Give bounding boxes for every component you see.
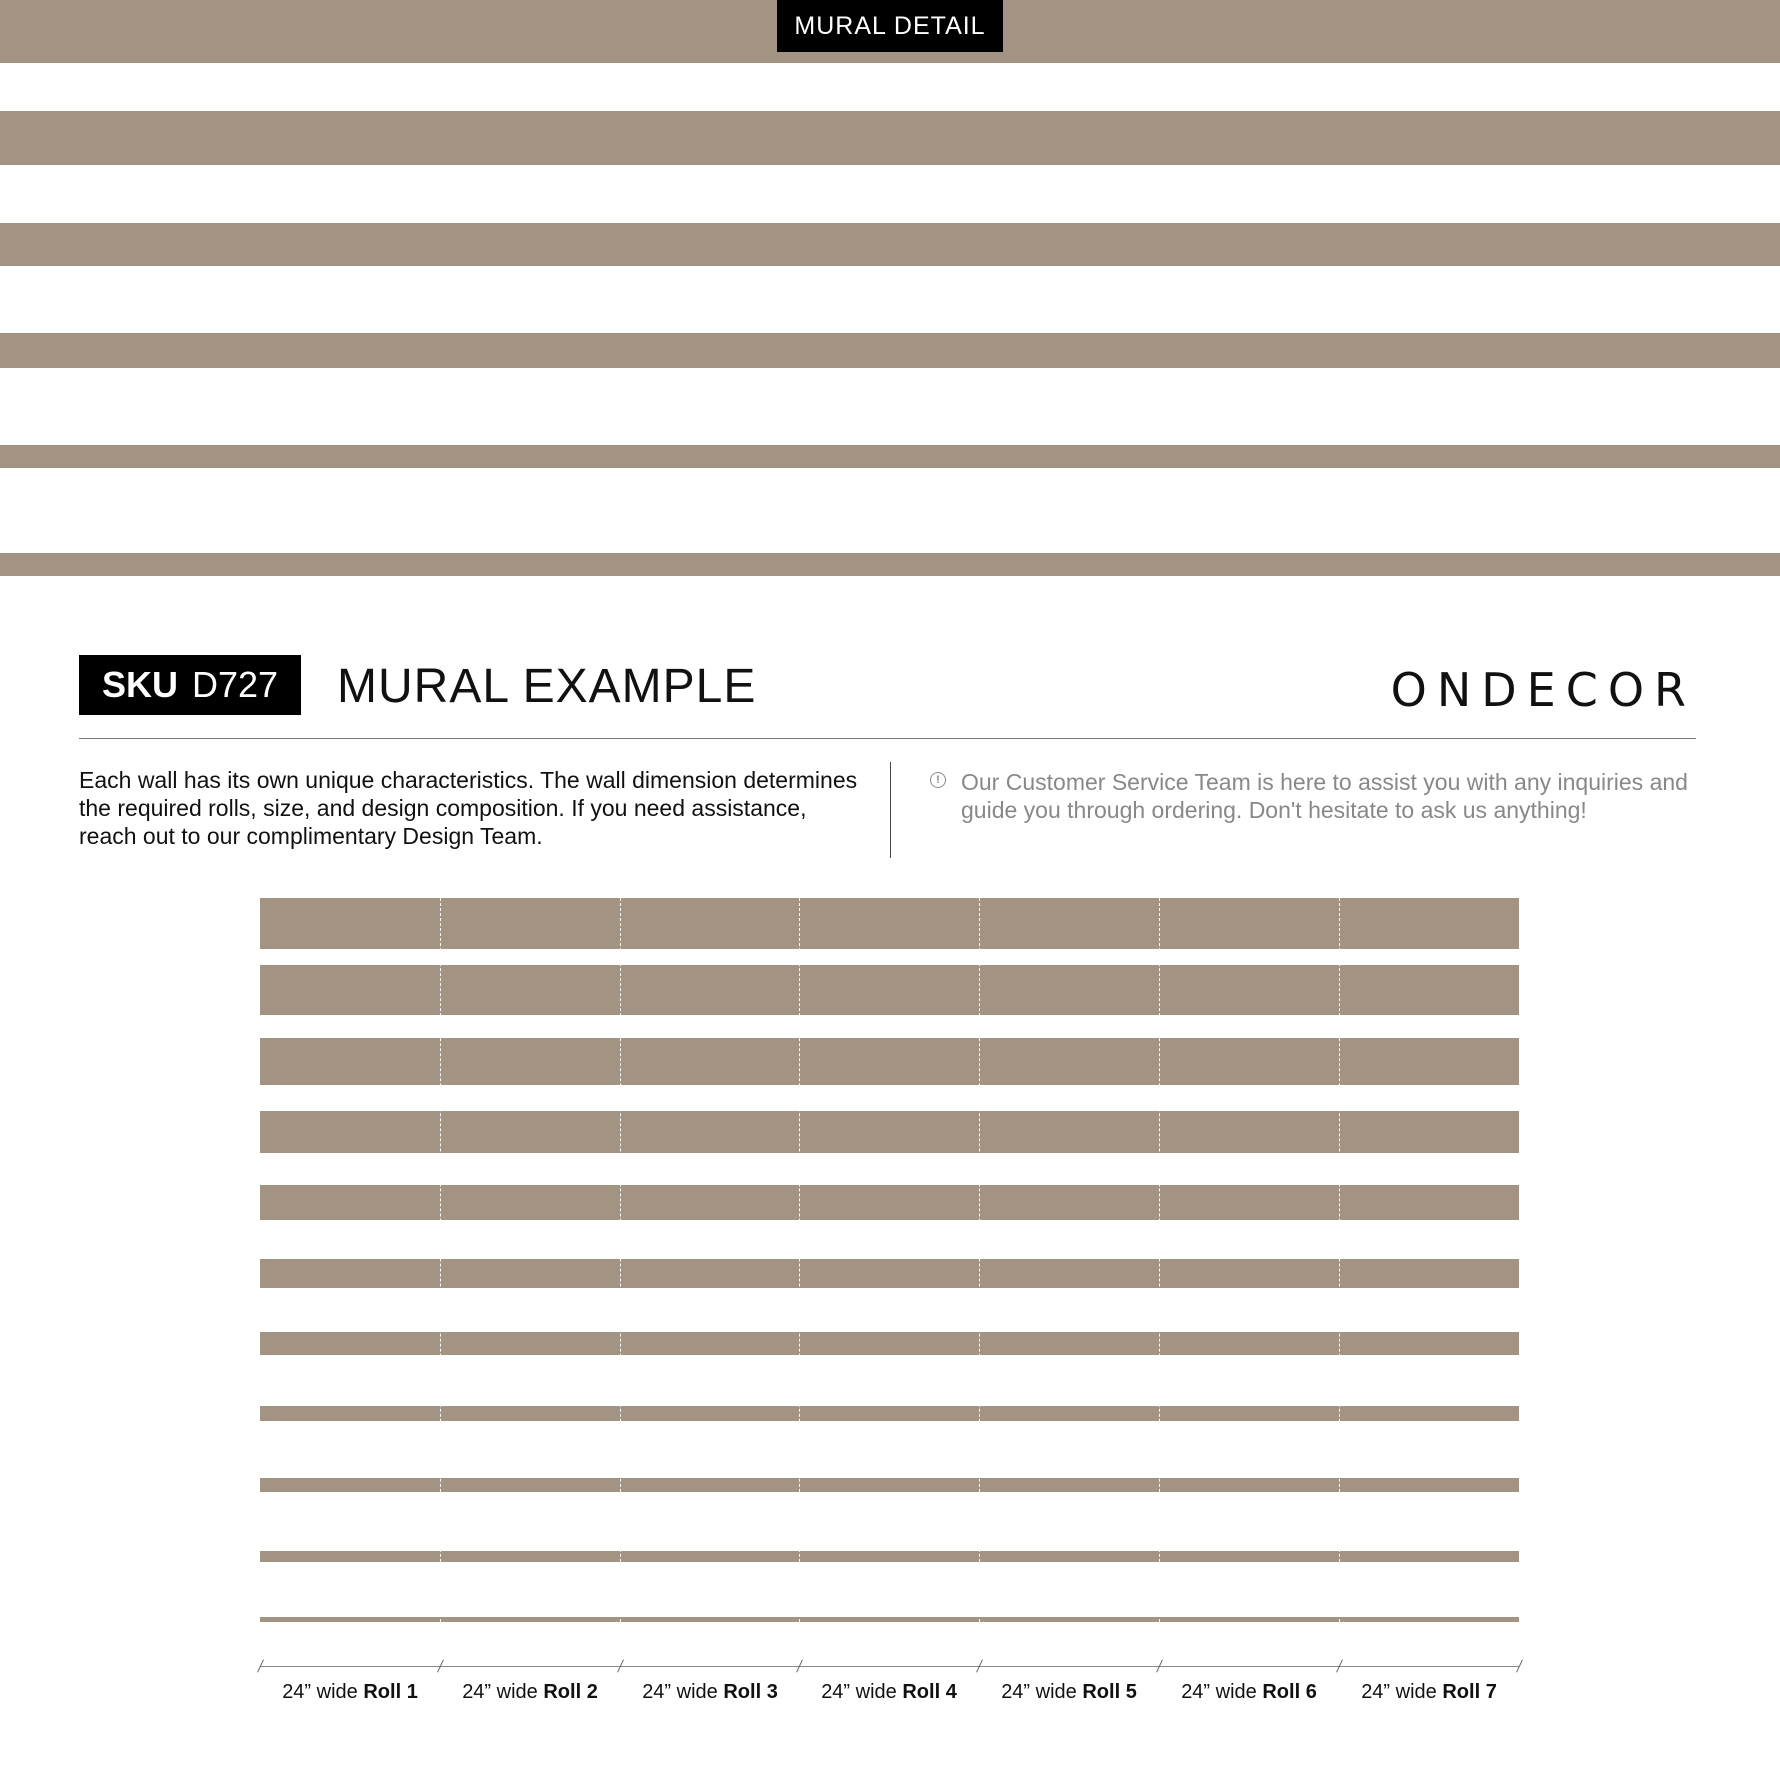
roll-seam [979, 898, 980, 1622]
customer-service-text: Our Customer Service Team is here to assist you with any inquiries and guide you through ordering. Don't hesitate to ask us anything! [961, 769, 1688, 823]
roll-label-5 [979, 1681, 1159, 1704]
mural-example [260, 898, 1519, 1628]
example-stripe [260, 965, 1519, 1015]
sku-label: SKU [101, 664, 178, 705]
roll-label-7 [1339, 1681, 1519, 1704]
example-stripe [260, 1038, 1519, 1085]
roll-seam [440, 898, 441, 1622]
roll-label-4 [799, 1681, 979, 1704]
example-stripe [260, 1185, 1519, 1220]
roll-width: 24” wide [1181, 1681, 1257, 1703]
detail-stripe [0, 223, 1780, 266]
roll-width: 24” wide [462, 1681, 538, 1703]
roll-name: Roll 3 [723, 1681, 778, 1703]
example-stripe [260, 1478, 1519, 1492]
detail-stripe [0, 445, 1780, 468]
header [79, 655, 1696, 739]
example-stripe [260, 1259, 1519, 1288]
detail-stripe [0, 333, 1780, 368]
roll-width: 24” wide [282, 1681, 358, 1703]
roll-name: Roll 5 [1082, 1681, 1137, 1703]
mural-detail-panel [0, 0, 1780, 580]
mural-detail-label: MURAL DETAIL [777, 0, 1003, 52]
roll-name: Roll 1 [363, 1681, 418, 1703]
roll-name: Roll 7 [1442, 1681, 1497, 1703]
roll-label-3 [620, 1681, 800, 1704]
example-stripe [260, 1617, 1519, 1622]
roll-width: 24” wide [642, 1681, 718, 1703]
example-stripe [260, 1332, 1519, 1355]
example-stripe [260, 1406, 1519, 1421]
brand-logo: ONDECOR [1390, 663, 1696, 717]
roll-label-2 [440, 1681, 620, 1704]
roll-seam [799, 898, 800, 1622]
roll-name: Roll 2 [543, 1681, 598, 1703]
example-stripe [260, 1551, 1519, 1562]
page-title: MURAL EXAMPLE [337, 660, 757, 713]
intro-text: Each wall has its own unique characteristics. The wall dimension determines the required rolls, size, and design composition. If you need assistance, reach out to our complimentary Design Team. [79, 767, 858, 849]
sku-code: D727 [191, 664, 279, 705]
roll-width: 24” wide [1361, 1681, 1437, 1703]
roll-seam [620, 898, 621, 1622]
roll-seam [1339, 898, 1340, 1622]
roll-label-1 [260, 1681, 440, 1704]
roll-measure-line [260, 1666, 1519, 1667]
roll-width: 24” wide [821, 1681, 897, 1703]
column-divider [890, 762, 891, 858]
roll-width: 24” wide [1001, 1681, 1077, 1703]
info-icon: ! [930, 772, 946, 788]
detail-stripe [0, 553, 1780, 576]
roll-seam [1159, 898, 1160, 1622]
roll-name: Roll 6 [1262, 1681, 1317, 1703]
detail-stripe [0, 111, 1780, 165]
example-stripe [260, 1111, 1519, 1153]
roll-label-6 [1159, 1681, 1339, 1704]
roll-name: Roll 4 [902, 1681, 957, 1703]
sku-badge [79, 655, 301, 715]
header-divider [79, 738, 1696, 739]
example-stripe [260, 898, 1519, 949]
